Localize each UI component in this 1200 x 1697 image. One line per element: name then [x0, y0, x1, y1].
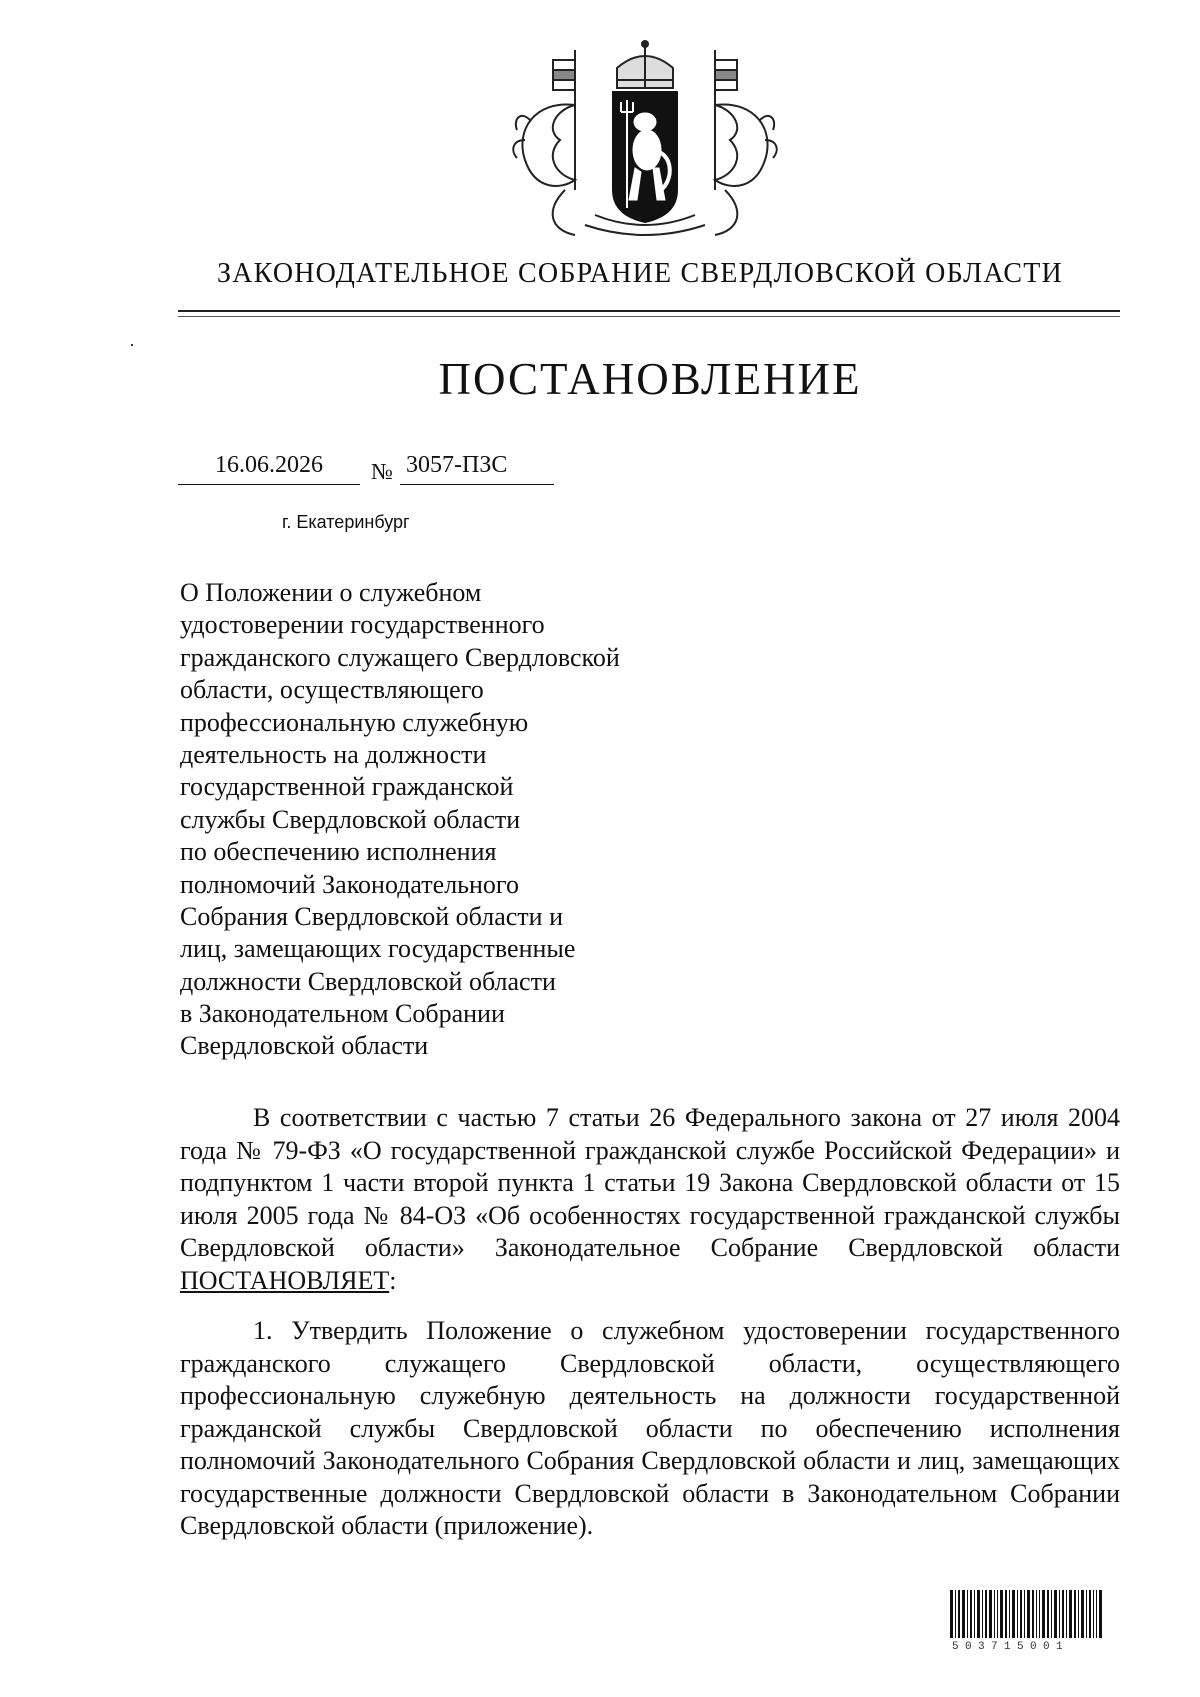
scan-speck	[131, 344, 133, 346]
subject-line: по обеспечению исполнения	[180, 837, 497, 867]
organization-title: ЗАКОНОДАТЕЛЬНОЕ СОБРАНИЕ СВЕРДЛОВСКОЙ ОБЛАСТИ	[217, 258, 1063, 289]
document-date: 16.06.2026	[178, 452, 360, 485]
item-1-paragraph: 1. Утвердить Положение о служебном удостоверении государственного гражданского служащего Свердловской области, осуществляющего профессиональную служебную деятельность на должности государственной гражданской службы Свердловской области по обеспечению исполнения полномочий Законодательного Собрания Свердловской области и лиц, замещающих государственные должности Свердловской области в Законодательном Собрании Свердловской области (приложение).	[180, 1316, 1120, 1540]
subject-line: службы Свердловской области	[180, 804, 521, 834]
document-subject	[180, 577, 700, 1063]
coat-of-arms-icon	[505, 40, 785, 245]
subject-line: государственной гражданской	[180, 772, 514, 802]
subject-line: лиц, замещающих государственные	[180, 934, 576, 964]
document-body	[180, 1102, 1120, 1543]
subject-line: должности Свердловской области	[180, 966, 556, 996]
header-divider-thin	[178, 316, 1120, 317]
subject-line: полномочий Законодательного	[180, 869, 519, 899]
subject-line: Свердловской области	[180, 1031, 429, 1061]
decree-colon: :	[389, 1265, 397, 1295]
subject-line: удостоверении государственного	[180, 610, 545, 640]
subject-line: области, осуществляющего	[180, 675, 484, 705]
document-city: г. Екатеринбург	[282, 512, 410, 532]
document-type: ПОСТАНОВЛЕНИЕ	[438, 354, 862, 404]
subject-line: О Положении о служебном	[180, 578, 482, 607]
preamble-paragraph	[180, 1102, 1120, 1297]
subject-line: Собрания Свердловской области и	[180, 901, 563, 931]
subject-line: в Законодательном Собрании	[180, 999, 505, 1029]
number-sign: №	[371, 459, 393, 484]
header-divider	[178, 310, 1120, 312]
decree-word: ПОСТАНОВЛЯЕТ	[180, 1265, 390, 1295]
subject-line: профессиональную служебную	[180, 707, 529, 737]
preamble-text: В соответствии с частью 7 статьи 26 Федерального закона от 27 июля 2004 года № 79-ФЗ «О государственной гражданской службе Российской Федерации» и подпунктом 1 части второй пункта 1 статьи 19 Закона Свердловской области от 15 июля 2005 года № 84-ОЗ «Об особенностях государственной гражданской службы Свердловской области» Законодательное Собрание Свердловской области	[180, 1103, 1120, 1262]
barcode-icon	[950, 1590, 1102, 1638]
subject-line: гражданского служащего Свердловской	[180, 642, 620, 672]
subject-line: деятельность на должности	[180, 739, 487, 769]
document-number: 3057-ПЗС	[400, 452, 554, 485]
barcode-number: 503715001	[952, 1641, 1070, 1653]
